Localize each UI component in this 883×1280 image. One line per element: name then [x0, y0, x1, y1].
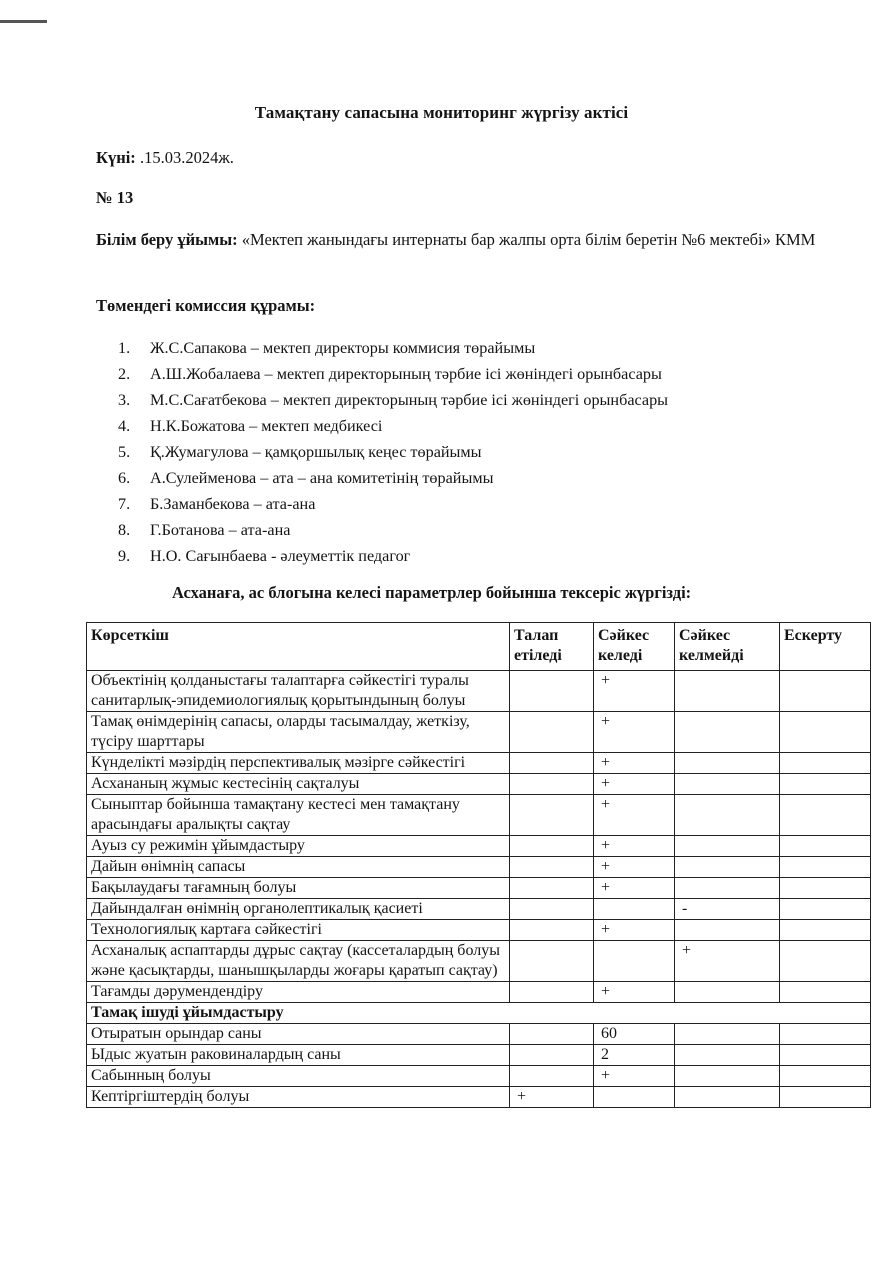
- member-text: Н.К.Божатова – мектеп медбикесі: [150, 417, 383, 435]
- required-cell: [510, 712, 594, 753]
- noncompliant-cell: [675, 753, 780, 774]
- required-cell: +: [510, 1087, 594, 1108]
- member-text: Қ.Жумагулова – қамқоршылық кеңес төрайымы: [150, 443, 482, 461]
- compliant-cell: +: [594, 774, 675, 795]
- table-row: [87, 1066, 871, 1087]
- commission-member: [118, 517, 668, 543]
- commission-member: [118, 491, 668, 517]
- compliant-cell: [594, 941, 675, 982]
- required-cell: [510, 878, 594, 899]
- date-label: Күні:: [96, 148, 136, 167]
- member-number: 4.: [118, 417, 131, 435]
- required-cell: [510, 753, 594, 774]
- header-noncompliant: Сәйкес келмейді: [675, 623, 780, 671]
- noncompliant-cell: +: [675, 941, 780, 982]
- indicator-cell: Асханалық аспаптарды дұрыс сақтау (кассеталардың болуы және қасықтарды, шанышқыларды жоғары қаратып сақтау): [87, 941, 510, 982]
- member-text: М.С.Сағатбекова – мектеп директорының тәрбие ісі жөніндегі орынбасары: [150, 391, 669, 409]
- note-cell: [780, 795, 871, 836]
- compliant-cell: 2: [594, 1045, 675, 1066]
- indicator-cell: Отыратын орындар саны: [87, 1024, 510, 1045]
- table-row: [87, 671, 871, 712]
- compliant-cell: +: [594, 712, 675, 753]
- note-cell: [780, 857, 871, 878]
- compliant-cell: [594, 1087, 675, 1108]
- table-row: [87, 857, 871, 878]
- table-row: [87, 1087, 871, 1108]
- commission-member: [118, 543, 668, 569]
- required-cell: [510, 1045, 594, 1066]
- table-row: [87, 920, 871, 941]
- noncompliant-cell: [675, 671, 780, 712]
- noncompliant-cell: [675, 878, 780, 899]
- member-text: А.Сулейменова – ата – ана комитетінің төрайымы: [150, 469, 494, 487]
- commission-member: [118, 465, 668, 491]
- table-row: [87, 899, 871, 920]
- table-row: [87, 774, 871, 795]
- member-number: 5.: [118, 443, 131, 461]
- member-number: 3.: [118, 391, 131, 409]
- note-cell: [780, 941, 871, 982]
- member-text: Б.Заманбекова – ата-ана: [150, 495, 316, 513]
- indicator-cell: Дайын өнімнің сапасы: [87, 857, 510, 878]
- compliant-cell: [594, 899, 675, 920]
- compliant-cell: +: [594, 1066, 675, 1087]
- note-cell: [780, 920, 871, 941]
- required-cell: [510, 899, 594, 920]
- member-text: Г.Ботанова – ата-ана: [150, 521, 291, 539]
- act-number: № 13: [96, 188, 134, 207]
- noncompliant-cell: [675, 1045, 780, 1066]
- required-cell: [510, 836, 594, 857]
- table-row: [87, 712, 871, 753]
- required-cell: [510, 941, 594, 982]
- member-number: 6.: [118, 469, 131, 487]
- noncompliant-cell: [675, 1024, 780, 1045]
- org-label: Білім беру ұйымы:: [96, 230, 238, 249]
- note-cell: [780, 878, 871, 899]
- scan-edge-mark: [0, 20, 47, 23]
- compliant-cell: +: [594, 982, 675, 1003]
- note-cell: [780, 774, 871, 795]
- indicator-cell: Сыныптар бойынша тамақтану кестесі мен тамақтану арасындағы аралықты сақтау: [87, 795, 510, 836]
- note-cell: [780, 899, 871, 920]
- compliant-cell: +: [594, 857, 675, 878]
- table-body: [87, 671, 871, 1108]
- note-cell: [780, 1024, 871, 1045]
- indicator-cell: Күнделікті мәзірдің перспективалық мәзірге сәйкестігі: [87, 753, 510, 774]
- indicator-cell: Тамақ өнімдерінің сапасы, оларды тасымалдау, жеткізу, түсіру шарттары: [87, 712, 510, 753]
- note-cell: [780, 1045, 871, 1066]
- date-line: [96, 148, 234, 168]
- indicator-cell: Тағамды дәрумендендіру: [87, 982, 510, 1003]
- required-cell: [510, 774, 594, 795]
- table-row: [87, 982, 871, 1003]
- member-text: Ж.С.Сапакова – мектеп директоры коммисия төрайымы: [150, 339, 536, 357]
- noncompliant-cell: [675, 774, 780, 795]
- noncompliant-cell: [675, 795, 780, 836]
- table-row: [87, 1024, 871, 1045]
- required-cell: [510, 1024, 594, 1045]
- required-cell: [510, 795, 594, 836]
- member-number: 7.: [118, 495, 131, 513]
- commission-member: [118, 387, 668, 413]
- member-text: А.Ш.Жобалаева – мектеп директорының тәрбие ісі жөніндегі орынбасары: [150, 365, 662, 383]
- date-value: .15.03.2024ж.: [135, 148, 234, 167]
- noncompliant-cell: [675, 1066, 780, 1087]
- commission-heading: Төмендегі комиссия құрамы:: [96, 296, 316, 315]
- compliant-cell: +: [594, 671, 675, 712]
- indicator-cell: Ыдыс жуатын раковиналардың саны: [87, 1045, 510, 1066]
- table-row: [87, 795, 871, 836]
- note-cell: [780, 753, 871, 774]
- compliant-cell: +: [594, 836, 675, 857]
- required-cell: [510, 920, 594, 941]
- noncompliant-cell: [675, 920, 780, 941]
- inspection-heading: Асханаға, ас блогына келесі параметрлер бойынша тексеріс жүргізді:: [172, 583, 692, 602]
- note-cell: [780, 712, 871, 753]
- commission-member: [118, 439, 668, 465]
- member-text: Н.О. Сағынбаева - әлеуметтік педагог: [150, 547, 411, 565]
- note-cell: [780, 836, 871, 857]
- indicator-cell: Ауыз су режимін ұйымдастыру: [87, 836, 510, 857]
- note-cell: [780, 671, 871, 712]
- required-cell: [510, 857, 594, 878]
- table-row: [87, 1045, 871, 1066]
- org-value: «Мектеп жанындағы интернаты бар жалпы орта білім беретін №6 мектебі» КММ: [237, 230, 816, 249]
- table-row: [87, 753, 871, 774]
- table-row: [87, 836, 871, 857]
- compliant-cell: +: [594, 753, 675, 774]
- indicator-cell: Кептіргіштердің болуы: [87, 1087, 510, 1108]
- inspection-table: [86, 622, 871, 1108]
- commission-member: [118, 361, 668, 387]
- document-title: Тамақтану сапасына мониторинг жүргізу актісі: [254, 103, 629, 122]
- member-number: 1.: [118, 339, 131, 357]
- indicator-cell: Сабынның болуы: [87, 1066, 510, 1087]
- indicator-cell: Асхананың жұмыс кестесінің сақталуы: [87, 774, 510, 795]
- commission-list: [118, 335, 668, 569]
- compliant-cell: +: [594, 920, 675, 941]
- header-required: Талап етіледі: [510, 623, 594, 671]
- member-number: 9.: [118, 547, 131, 565]
- indicator-cell: Бақылаудағы тағамның болуы: [87, 878, 510, 899]
- indicator-cell: Технологиялық картаға сәйкестігі: [87, 920, 510, 941]
- noncompliant-cell: [675, 1087, 780, 1108]
- header-note: Ескерту: [780, 623, 871, 671]
- organization: [96, 228, 836, 252]
- required-cell: [510, 982, 594, 1003]
- table-row: [87, 941, 871, 982]
- member-number: 2.: [118, 365, 131, 383]
- note-cell: [780, 982, 871, 1003]
- note-cell: [780, 1066, 871, 1087]
- member-number: 8.: [118, 521, 131, 539]
- noncompliant-cell: -: [675, 899, 780, 920]
- indicator-cell: Дайындалған өнімнің органолептикалық қасиеті: [87, 899, 510, 920]
- section-row: [87, 1003, 871, 1024]
- noncompliant-cell: [675, 836, 780, 857]
- noncompliant-cell: [675, 982, 780, 1003]
- commission-member: [118, 413, 668, 439]
- required-cell: [510, 1066, 594, 1087]
- section-title: Тамақ ішуді ұйымдастыру: [87, 1003, 871, 1024]
- noncompliant-cell: [675, 857, 780, 878]
- compliant-cell: +: [594, 878, 675, 899]
- noncompliant-cell: [675, 712, 780, 753]
- required-cell: [510, 671, 594, 712]
- compliant-cell: +: [594, 795, 675, 836]
- commission-member: [118, 335, 668, 361]
- compliant-cell: 60: [594, 1024, 675, 1045]
- table-header-row: [87, 623, 871, 671]
- header-indicator: Көрсеткіш: [87, 623, 510, 671]
- indicator-cell: Объектінің қолданыстағы талаптарға сәйкестігі туралы санитарлық-эпидемиологиялық қорытындының болуы: [87, 671, 510, 712]
- note-cell: [780, 1087, 871, 1108]
- table-row: [87, 878, 871, 899]
- header-compliant: Сәйкес келеді: [594, 623, 675, 671]
